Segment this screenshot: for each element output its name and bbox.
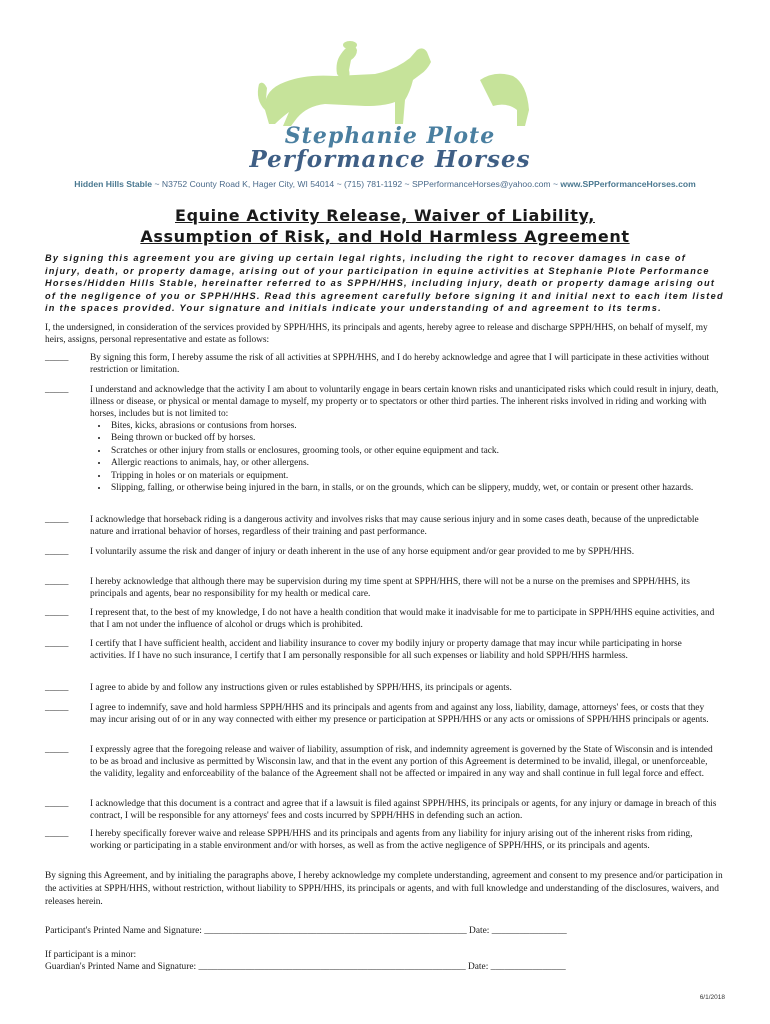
clause-text: I understand and acknowledge that the activity I am about to voluntarily engage in bears certain known risks and unanticipated risks which could result in injury, death, illness or disease, or physical or mental damage to myself, my property or to spectators or other third parties. The inherent risks involved in riding and working with horses, includes but is not limited to: xyxy=(90,385,719,420)
risk-item: • Scratches or other injury from stalls or enclosures, grooming tools, or other equine equipment and tack. xyxy=(109,445,729,457)
separator: ~ xyxy=(404,179,410,189)
clause-text: I hereby acknowledge that although there may be supervision during my time spent at SPPH/HHS, there will not be a nurse on the premises and SPPH/HHS, its principals and agents, bear no responsibility for my health or medical care. xyxy=(90,577,690,600)
closing-paragraph: By signing this Agreement, and by initialing the paragraphs above, I hereby acknowledge my complete understanding, agreement and consent to my presence and/or participation in the activities at SPPH/HHS, without restriction, without liability to SPPH/HHS, its principals or agents, and with full knowledge and understanding of the disclosures, waivers, and releases herein. xyxy=(45,871,723,908)
preamble: I, the undersigned, in consideration of the services provided by SPPH/HHS, its principals and agents, hereby agree to release and discharge SPPH/HHS, on behalf of myself, my heirs, assigns, personal representative and estate as follows: xyxy=(45,323,708,346)
risk-item: • Allergic reactions to animals, hay, or other allergens. xyxy=(109,457,729,469)
separator: ~ xyxy=(336,179,342,189)
risk-item: • Being thrown or bucked off by horses. xyxy=(109,432,729,444)
separator: ~ xyxy=(553,179,559,189)
initial-blank[interactable]: _____ xyxy=(45,639,69,649)
minor-label: If participant is a minor: xyxy=(45,950,137,960)
initial-blank[interactable]: _____ xyxy=(45,515,69,525)
document-title xyxy=(40,205,730,247)
clause-text: I expressly agree that the foregoing release and waiver of liability, assumption of risk, and indemnity agreement is governed by the State of Wisconsin and is intended to be as broad and inclusive as permitted by Wisconsin law, and that in the event any portion of this Agreement is determined to be invalid, illegal, or unenforceable, the validity, legality and enforceability of the balance of the Agreement shall not be affected or impaired in any way and shall continue in full legal force and effect. xyxy=(90,745,713,780)
logo-line-1: Stephanie Plote xyxy=(284,123,496,149)
initial-blank[interactable]: _____ xyxy=(45,577,69,587)
horse-rider-logo-icon xyxy=(245,40,535,130)
address: N3752 County Road K, Hager City, WI 54014 xyxy=(161,179,335,189)
clause-text: I hereby specifically forever waive and release SPPH/HHS and its principals and agents from any liability for injury arising out of the inherent risks from riding, working or participating in a stable environment and/or with horses, as well as from the active negligence of SPPH/HHS, or its principals and agents. xyxy=(90,829,693,852)
initial-blank[interactable]: _____ xyxy=(45,683,69,693)
clause-text: I acknowledge that horseback riding is a dangerous activity and involves risks that may cause serious injury and in some cases death, because of the unpredictable nature and irrational behavior of horses, regardless of their training and past performance. xyxy=(90,515,699,538)
clause-text: I acknowledge that this document is a contract and agree that if a lawsuit is filed against SPPH/HHS, its principals or agents, for any injury or damage in breach of this contract, I will be responsible for any attorneys' fees and costs incurred by SPPH/HHS in defending such an action. xyxy=(90,799,717,822)
initial-blank[interactable]: _____ xyxy=(45,353,69,363)
clause-text: I agree to indemnify, save and hold harmless SPPH/HHS and its principals and agents from and against any loss, liability, damage, attorneys' fees, or costs that they may incur arising out of or in any way connected with either my presence or participation at SPPH/HHS or any acts or omissions of SPPH/HHS principals or agents. xyxy=(90,703,709,726)
risk-list xyxy=(97,420,729,494)
footer-date: 6/1/2018 xyxy=(699,994,725,1001)
stable-name: Hidden Hills Stable xyxy=(74,179,153,189)
company-logo xyxy=(245,40,535,175)
initial-blank[interactable]: _____ xyxy=(45,799,69,809)
title-line-2: Assumption of Risk, and Hold Harmless Agreement xyxy=(140,227,630,246)
risk-item: • Tripping in holes or on materials or equipment. xyxy=(109,470,729,482)
clause-text: I agree to abide by and follow any instructions given or rules established by SPPH/HHS, its principals or agents. xyxy=(90,683,512,693)
initial-blank[interactable]: _____ xyxy=(45,745,69,755)
initial-blank[interactable]: _____ xyxy=(45,703,69,713)
title-line-1: Equine Activity Release, Waiver of Liability, xyxy=(175,206,595,225)
clause-text: I represent that, to the best of my knowledge, I do not have a health condition that would make it inadvisable for me to participate in SPPH/HHS equine activities, and that I am not under the influence of alcohol or drugs which is prohibited. xyxy=(90,608,715,631)
phone: (715) 781-1192 xyxy=(344,179,403,189)
clause-text: I voluntarily assume the risk and danger of injury or death inherent in the use of any horse equipment and/or gear provided to me by SPPH/HHS. xyxy=(90,547,635,557)
initial-blank[interactable]: _____ xyxy=(45,385,69,395)
initial-blank[interactable]: _____ xyxy=(45,547,69,557)
separator: ~ xyxy=(154,179,160,189)
email: SPPerformanceHorses@yahoo.com xyxy=(411,179,551,189)
risk-item: • Slipping, falling, or otherwise being injured in the barn, in stalls, or on the grounds, which can be slippery, muddy, wet, or contain or present other hazards. xyxy=(109,482,729,494)
initial-blank[interactable]: _____ xyxy=(45,829,69,839)
clause-text: By signing this form, I hereby assume the risk of all activities at SPPH/HHS, and I do hereby acknowledge and agree that I will participate in these activities without restriction or limitation. xyxy=(90,353,710,376)
risk-item: • Bites, kicks, abrasions or contusions from horses. xyxy=(109,420,729,432)
guardian-signature-line[interactable]: Guardian's Printed Name and Signature: _________________________________________________________ Date: ________________ xyxy=(45,962,566,972)
initial-blank[interactable]: _____ xyxy=(45,608,69,618)
contact-line xyxy=(52,179,718,189)
website: www.SPPerformanceHorses.com xyxy=(560,179,696,189)
clause-text: I certify that I have sufficient health, accident and liability insurance to cover my bodily injury or property damage that may incur while participating in horse activities. If I have no such insurance, I certify that I am personally responsible for all such expenses or liability and hold SPPH/HHS harmless. xyxy=(90,639,682,662)
participant-signature-line[interactable]: Participant's Printed Name and Signature: ________________________________________________________ Date: ________________ xyxy=(45,926,567,936)
logo-line-2: Performance Horses xyxy=(249,146,531,173)
intro-warning: By signing this agreement you are giving up certain legal rights, including the right to recover damages in case of injury, death, or property damage, arising out of your participation in equine activities at Stephanie Plote Performance Horses/Hidden Hills Stable, hereinafter referred to as SPPH/HHS, including injury, death or property damage arising out of the negligence of you or SPPH/HHS. Read this agreement carefully before signing it and initial next to each item listed in the spaces provided. Your signature and initials indicate your understanding of and agreement to its terms. xyxy=(45,253,724,314)
